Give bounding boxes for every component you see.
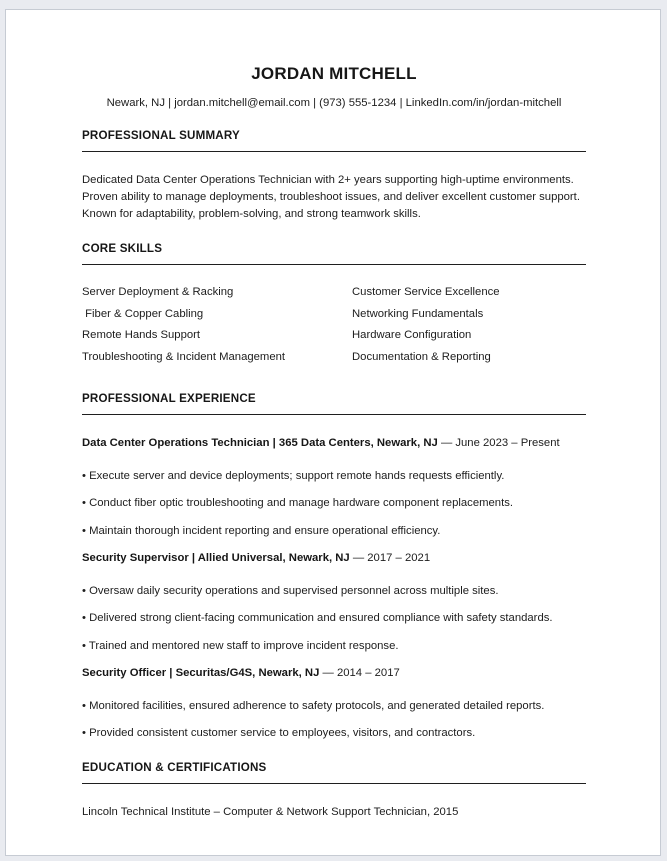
section-professional-summary [82,129,586,223]
contact-line: Newark, NJ | jordan.mitchell@email.com | (973) 555-1234 | LinkedIn.com/in/jordan-mitchell [106,97,562,109]
resume-name: JORDAN MITCHELL [251,64,417,83]
skill-item: Documentation & Reporting [352,351,491,364]
section-heading-professional-experience: PROFESSIONAL EXPERIENCE [82,392,586,415]
job-title [82,666,586,681]
job-dates: — 2014 – 2017 [322,666,400,679]
job-title-bold: Security Officer | Securitas/G4S, Newark, NJ [82,666,320,679]
skills-column-right [352,282,586,369]
bullet-glyph: • [82,584,86,597]
section-heading-education-certifications: EDUCATION & CERTIFICATIONS [82,761,586,784]
skill-item: Troubleshooting & Incident Management [82,351,286,364]
bullet-glyph: • [82,639,86,652]
bullet-text: Execute server and device deployments; support remote hands requests efficiently. [89,469,505,482]
skill-item: Server Deployment & Racking [82,286,234,298]
bullet-item [82,524,586,538]
job-title [82,436,586,451]
job-title-bold: Data Center Operations Technician | 365 Data Centers, Newark, NJ [82,436,438,449]
bullet-glyph: • [82,497,86,510]
bullet-item [82,469,586,483]
bullet-glyph: • [82,524,86,537]
skill-item: Remote Hands Support [82,329,201,342]
summary-paragraph [82,172,586,223]
bullet-item [82,611,586,625]
bullet-text: Monitored facilities, ensured adherence to safety protocols, and generated detailed reports. [89,699,545,712]
section-heading-core-skills: CORE SKILLS [82,242,586,265]
bullet-item [82,496,586,510]
summary-line: Known for adaptability, problem-solving, and strong teamwork skills. [82,208,421,220]
section-education-certifications [82,761,586,821]
job-title [82,551,586,566]
job-dates: — 2017 – 2021 [352,551,431,564]
bullet-text: Oversaw daily security operations and supervised personnel across multiple sites. [89,584,499,597]
job-title-bold: Security Supervisor | Allied Universal, Newark, NJ [82,551,350,564]
bullet-text: Provided consistent customer service to employees, visitors, and contractors. [89,727,476,740]
section-heading-professional-summary: PROFESSIONAL SUMMARY [82,129,586,152]
skill-item: Customer Service Excellence [352,286,500,298]
skill-item: Networking Fundamentals [352,307,484,320]
skills-column-left [82,282,352,369]
section-core-skills [82,242,586,369]
job-entry [82,551,586,653]
bullet-glyph: • [82,612,86,625]
section-professional-experience [82,392,586,741]
bullet-text: Conduct fiber optic troubleshooting and manage hardware component replacements. [89,497,514,510]
bullet-item [82,584,586,598]
job-entry [82,666,586,741]
bullet-glyph: • [82,469,86,482]
bullet-glyph: • [82,727,86,740]
bullet-text: Trained and mentored new staff to improve incident response. [88,639,399,652]
bullet-text: Delivered strong client-facing communication and ensured compliance with safety standards. [89,612,553,625]
bullet-item [82,639,586,653]
resume-page [5,9,661,856]
bullet-text: Maintain thorough incident reporting and ensure operational efficiency. [89,524,441,537]
summary-line: Dedicated Data Center Operations Technician with 2+ years supporting high-uptime environments. [82,174,574,186]
summary-line: Proven ability to manage deployments, troubleshoot issues, and deliver excellent customer support. [82,191,580,203]
skill-item: Fiber & Copper Cabling [82,307,204,320]
jobs-list [82,436,586,741]
bullet-item [82,699,586,713]
job-entry [82,436,586,538]
job-dates: — June 2023 – Present [440,436,560,449]
skill-item: Hardware Configuration [352,329,472,342]
education-entry: Lincoln Technical Institute – Computer & Network Support Technician, 2015 [82,806,459,819]
bullet-item [82,726,586,740]
bullet-glyph: • [82,699,86,712]
skills-grid [82,282,586,369]
